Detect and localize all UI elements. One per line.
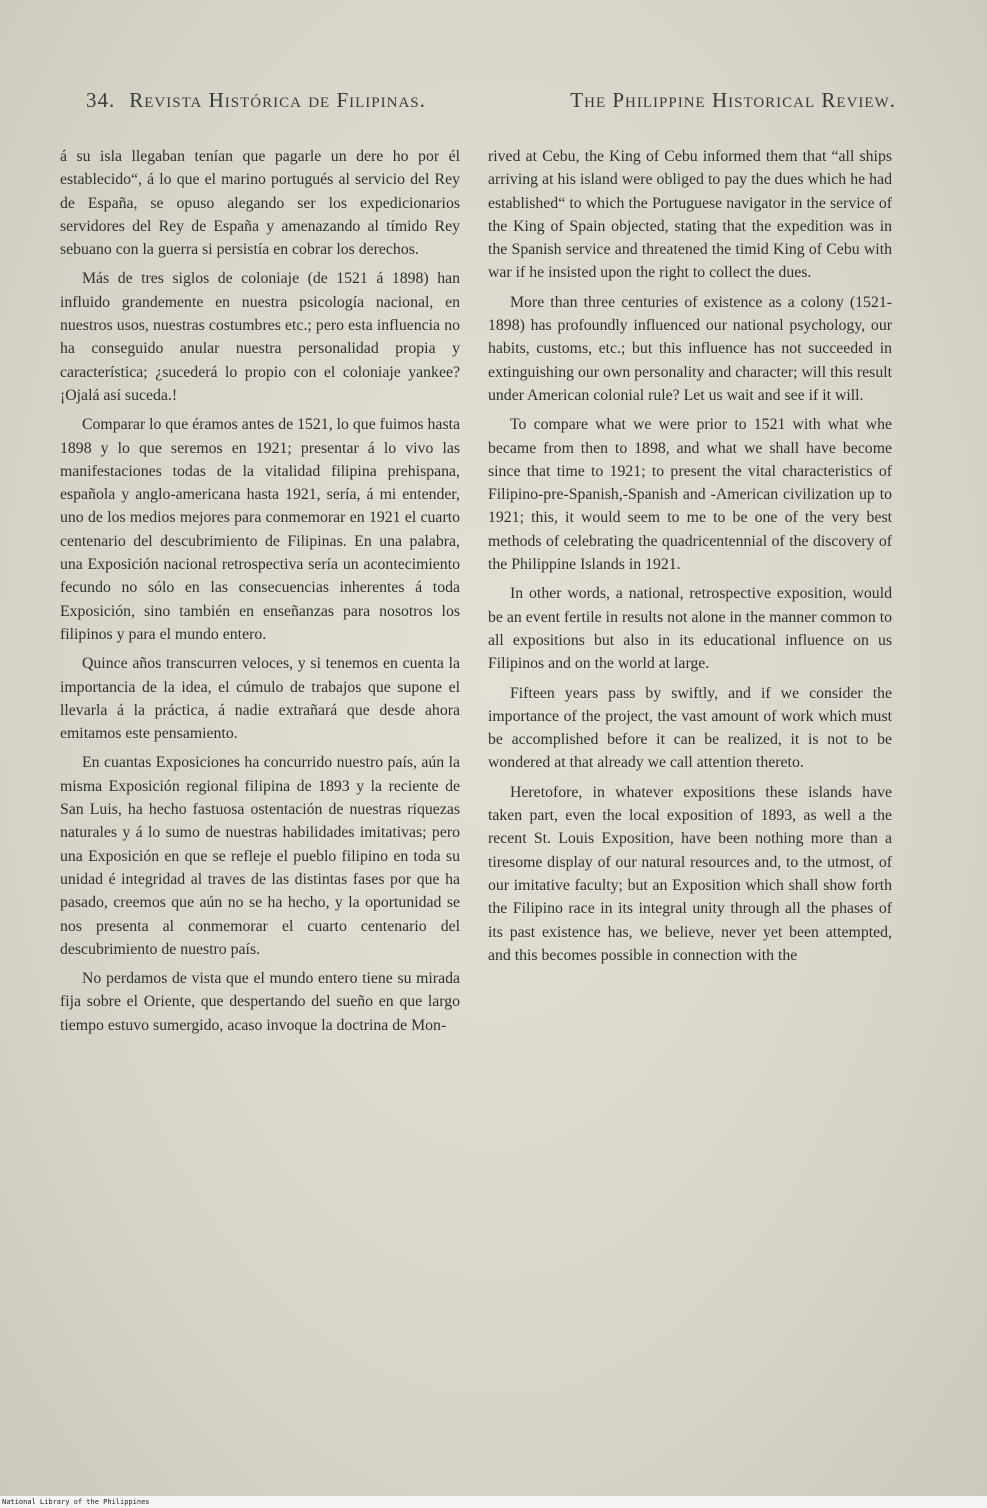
english-paragraph-3: To compare what we were prior to 1521 with what whe became from then to 1898, and what we shall have become since that time to 1921; to present the vital characteristics of Filipino-pre-Spanish,-Spanish and -American civilization up to 1921; this, it would seem to me to be one of the very best methods of celebrating the quadricentennial of the discovery of the Philippine Islands in 1921.	[488, 416, 892, 574]
running-header	[86, 88, 896, 124]
spanish-paragraph-1: á su isla llegaban tenían que pagarle un dere ho por él establecido“, á lo que el marino portugués al servicio del Rey de España, se opuso alegando ser los expedicionarios servidores del Rey de España y amenazando al tímido Rey sebuano con la guerra si persistía en cobrar los derechos.	[60, 148, 460, 259]
spanish-paragraph-6: No perdamos de vista que el mundo entero tiene su mirada fija sobre el Oriente, que despertando del sueño en que largo tiempo estuvo sumergido, acaso invoque la doctrina de Mon-	[60, 970, 460, 1034]
library-credit: National Library of the Philippines	[2, 1498, 150, 1506]
english-paragraph-1: rived at Cebu, the King of Cebu informed them that “all ships arriving at his island were obliged to pay the dues which he had established“ to which the Portuguese navigator in the service of the King of Spain objected, stating that the expedition was in the Spanish service and threatened the timid King of Cebu with war if he insisted upon the right to collect the dues.	[488, 148, 892, 282]
english-paragraph-6: Heretofore, in whatever expositions these islands have taken part, even the local exposition of 1893, as well a the recent St. Louis Exposition, have been nothing more than a tiresome display of our natural resources and, to the utmost, of our imitative faculty; but an Exposition which shall show forth the Filipino race in its integral unity through all the phases of its past existence has, we believe, never yet been attempted, and this becomes possible in connection with the	[488, 783, 892, 964]
english-paragraph-4: In other words, a national, retrospective exposition, would be an event fertile in results not alone in the manner common to all expositions but also in its educational influence on us Filipinos and on the world at large.	[488, 585, 892, 673]
english-column	[488, 145, 892, 973]
header-left	[86, 88, 426, 113]
english-paragraph-2: More than three centuries of existence as a colony (1521-1898) has profoundly influenced our national psychology, our habits, customs, etc.; but this influence has not succeeded in extinguishing our own personality and character; will this result under American colonial rule? Let us wait and see if it will.	[488, 293, 892, 404]
spanish-paragraph-2: Más de tres siglos de coloniaje (de 1521 á 1898) han influido grandemente en nuestra psicología nacional, en nuestros usos, nuestras costumbres etc.; pero esta influencia no ha conseguido anular nuestra personalidad propia y característica; ¿sucederá lo propio con el coloniaje yankee? ¡Ojalá así suceda.!	[60, 270, 460, 404]
page-number: 34.	[86, 88, 116, 112]
spanish-column	[60, 145, 460, 1043]
spanish-paragraph-5: En cuantas Exposiciones ha concurrido nuestro país, aún la misma Exposición regional filipina de 1893 y la reciente de San Luis, ha hecho fastuosa ostentación de nuestras riquezas naturales y á lo sumo de nuestras habilidades imitativas; pero una Exposición en que se refleje el pueblo filipino en toda su unidad é integridad al traves de las distintas fases por que ha pasado, creemos que aún no se ha hecho, y la oportunidad se nos presenta al conmemorar el cuarto centenario del descubrimiento de nuestro país.	[60, 754, 460, 958]
spanish-paragraph-4: Quince años transcurren veloces, y si tenemos en cuenta la importancia de la idea, el cúmulo de trabajos que supone el llevarla á la práctica, á nadie extrañará que desde ahora emitamos este pensamiento.	[60, 655, 460, 743]
english-paragraph-5: Fifteen years pass by swiftly, and if we consider the importance of the project, the vast amount of work which must be accomplished before it can be realized, it is not to be wondered at that already we call attention thereto.	[488, 684, 892, 772]
header-english-title: The Philippine Historical Review.	[570, 88, 896, 112]
header-spanish-title: Revista Histórica de Filipinas.	[129, 88, 426, 112]
spanish-paragraph-3: Comparar lo que éramos antes de 1521, lo que fuimos hasta 1898 y lo que seremos en 1921; presentar á lo vivo las manifestaciones todas de la vitalidad filipina prehispana, española y anglo-americana hasta 1921, sería, á mi entender, uno de los medios mejores para conmemorar en 1921 el cuarto centenario del descubrimiento de Filipinas. En una palabra, una Exposición nacional retrospectiva sería un acontecimiento fecundo no sólo en las consecuencias inherentes á toda Exposición, sino también en enseñanzas para nosotros los filipinos y para el mundo entero.	[60, 416, 460, 643]
